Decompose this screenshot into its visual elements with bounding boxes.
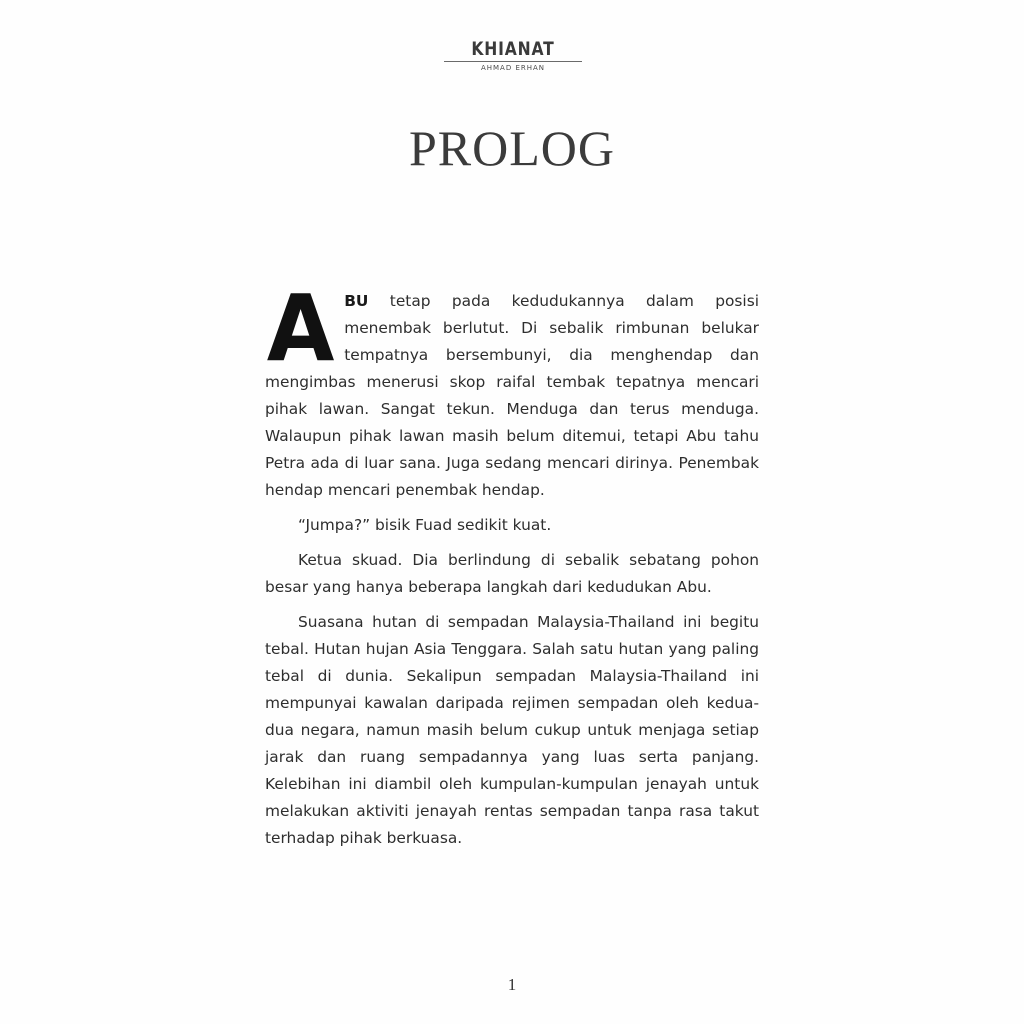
book-title: KHIANAT bbox=[471, 38, 555, 60]
book-author: AHMAD ERHAN bbox=[480, 64, 546, 72]
header-divider bbox=[444, 61, 582, 62]
paragraph: “Jumpa?” bisik Fuad sedikit kuat. bbox=[298, 516, 552, 534]
paragraph bbox=[265, 275, 759, 504]
paragraph-text: tetap pada kedudukannya dalam posisi menembak berlutut. Di sebalik rimbunan belukar tempatnya bersembunyi, dia menghendap dan mengimbas menerusi skop raifal tembak tepatnya mencari pihak lawan. Sangat tekun. Menduga dan terus menduga. Walaupun pihak lawan masih belum ditemui, tetapi Abu tahu Petra ada di luar sana. Juga sedang mencari dirinya. Penembak hendap mencari penembak hendap. bbox=[265, 292, 759, 499]
paragraph: Ketua skuad. Dia berlindung di sebalik sebatang pohon besar yang hanya beberapa langkah dari kedudukan Abu. bbox=[265, 551, 759, 596]
page-number: 1 bbox=[507, 975, 517, 994]
chapter-body bbox=[265, 275, 759, 860]
lead-word: BU bbox=[344, 292, 369, 310]
running-header bbox=[444, 38, 582, 73]
drop-cap: A bbox=[266, 275, 335, 382]
chapter-title: PROLOG bbox=[408, 120, 616, 176]
paragraph: Suasana hutan di sempadan Malaysia-Thailand ini begitu tebal. Hutan hujan Asia Tenggara. Salah satu hutan yang paling tebal di dunia. Sekalipun sempadan Malaysia-Thailand ini mempunyai kawalan daripada rejimen sempadan oleh kedua-dua negara, namun masih belum cukup untuk menjaga setiap jarak dan ruang sempadannya yang luas serta panjang. Kelebihan ini diambil oleh kumpulan-kumpulan jenayah untuk melakukan aktiviti jenayah rentas sempadan tanpa rasa takut terhadap pihak berkuasa. bbox=[265, 613, 759, 847]
